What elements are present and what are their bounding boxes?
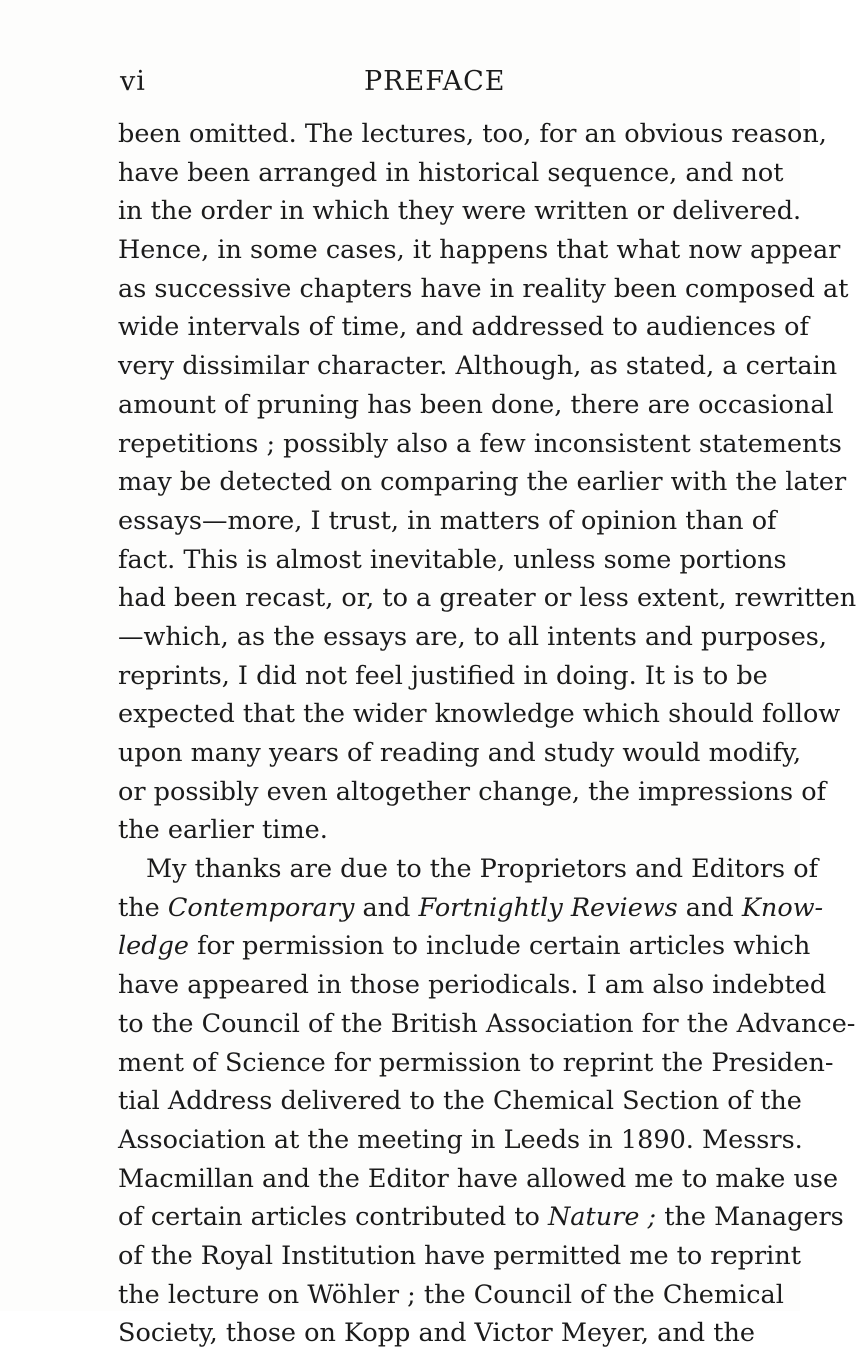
text-fragment: for permission to include certain articles which — [188, 931, 811, 962]
text-line: to the Council of the British Association for the Advance- — [118, 1008, 856, 1039]
text-fragment: the Managers — [656, 1202, 844, 1233]
text-line — [118, 1198, 844, 1237]
paragraph-first-line: My thanks are due to the Proprietors and Editors of — [146, 854, 819, 885]
text-line: amount of pruning has been done, there are occasional — [118, 389, 834, 420]
italic-title: Fortnightly Reviews — [418, 892, 678, 923]
text-line: as successive chapters have in reality been composed at — [118, 273, 849, 304]
italic-title: ledge — [118, 931, 189, 962]
text-line: expected that the wider knowledge which should follow — [118, 699, 841, 730]
italic-title: Know- — [741, 892, 824, 923]
text-line: Macmillan and the Editor have allowed me to make use — [118, 1163, 839, 1194]
text-line: essays—more, I trust, in matters of opinion than of — [118, 505, 777, 536]
text-line: may be detected on comparing the earlier with the later — [118, 467, 847, 498]
text-line: have appeared in those periodicals. I am also indebted — [118, 970, 827, 1001]
text-line: tial Address delivered to the Chemical Section of the — [118, 1086, 802, 1117]
text-line — [118, 927, 811, 966]
running-head — [0, 66, 800, 106]
text-line: wide intervals of time, and addressed to audiences of — [118, 312, 809, 343]
text-fragment: of certain articles contributed to — [118, 1202, 548, 1233]
text-line: have been arranged in historical sequence, and not — [118, 157, 784, 188]
text-line: the earlier time. — [118, 815, 328, 846]
text-fragment: the — [118, 892, 168, 923]
italic-title: Nature ; — [547, 1202, 657, 1233]
text-line: fact. This is almost inevitable, unless some portions — [118, 544, 787, 575]
text-line: in the order in which they were written or delivered. — [118, 196, 802, 227]
text-line: the lecture on Wöhler ; the Council of the Chemical — [118, 1279, 784, 1310]
text-line: been omitted. The lectures, too, for an obvious reason, — [118, 119, 827, 149]
text-line: upon many years of reading and study would modify, — [118, 738, 802, 768]
body-text — [118, 115, 856, 1353]
italic-title: Contemporary — [167, 892, 355, 923]
running-title: PREFACE — [364, 66, 506, 97]
text-fragment: and — [354, 892, 419, 923]
text-line: reprints, I did not feel justified in doing. It is to be — [118, 660, 768, 691]
text-line: Hence, in some cases, it happens that what now appear — [118, 235, 841, 266]
page-number: vi — [120, 66, 146, 97]
text-line: repetitions ; possibly also a few inconsistent statements — [118, 428, 842, 459]
text-line: or possibly even altogether change, the impressions of — [118, 776, 827, 807]
text-line: of the Royal Institution have permitted me to reprint — [118, 1240, 802, 1271]
text-line: ment of Science for permission to reprint the Presiden- — [118, 1047, 834, 1078]
text-line: Association at the meeting in Leeds in 1890. Messrs. — [118, 1124, 803, 1155]
text-line: very dissimilar character. Although, as stated, a certain — [118, 351, 838, 382]
text-line — [118, 889, 824, 928]
text-line: —which, as the essays are, to all intents and purposes, — [118, 621, 827, 652]
text-line: had been recast, or, to a greater or less extent, rewritten — [118, 583, 856, 614]
text-fragment: and — [677, 892, 742, 923]
text-line: Society, those on Kopp and Victor Meyer, and the — [118, 1318, 755, 1349]
